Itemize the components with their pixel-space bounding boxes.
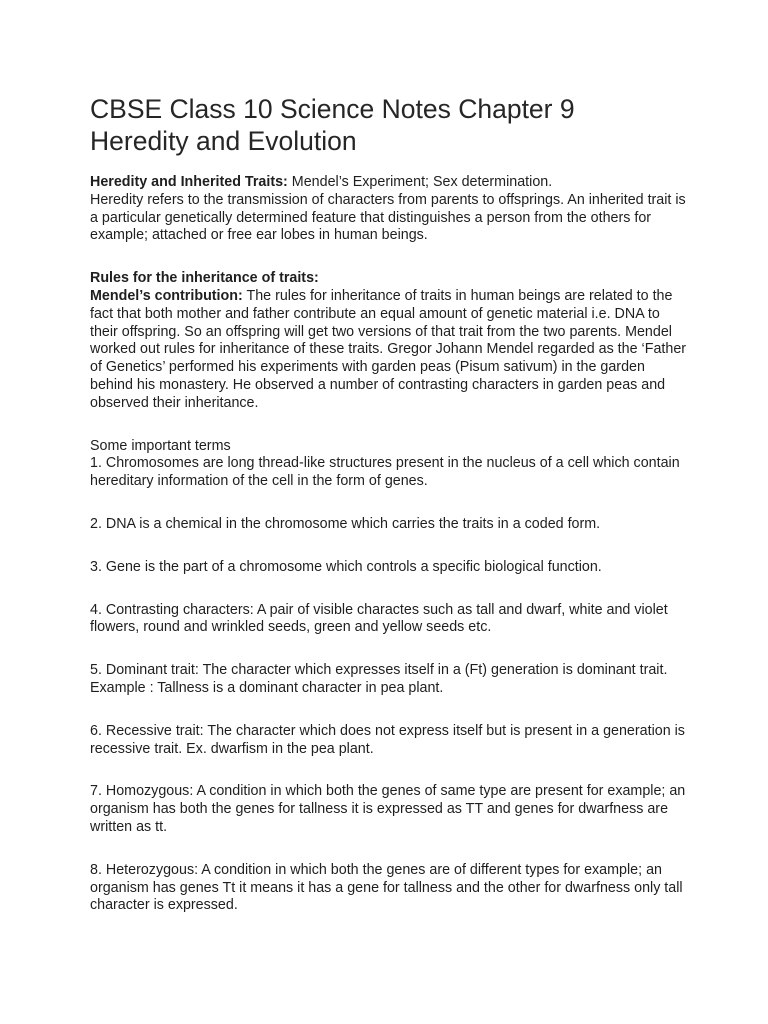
term-item-6: 6. Recessive trait: The character which does not express itself but is present in a generation is recessive trait. Ex. dwarfism in the pea plant.: [90, 722, 685, 757]
rules-heading: Rules for the inheritance of traits:: [90, 270, 319, 287]
term-item-1: 1. Chromosomes are long thread-like structures present in the nucleus of a cell which contain hereditary information of the cell in the form of genes.: [90, 455, 680, 490]
title-line-1: CBSE Class 10 Science Notes Chapter 9: [90, 94, 575, 124]
intro-body: Heredity refers to the transmission of characters from parents to offsprings. An inherited trait is a particular genetically determined feature that distinguishes a person from the others for example; attached or free ear lobes in human beings.: [90, 191, 686, 244]
page-title: [90, 0, 690, 157]
rules-paragraph: [90, 270, 690, 412]
term-item-3: 3. Gene is the part of a chromosome which controls a specific biological function.: [90, 558, 602, 575]
intro-heading-rest: Mendel’s Experiment; Sex determination.: [287, 174, 553, 190]
rules-body: The rules for inheritance of traits in human beings are related to the fact that both mother and father contribute an equal amount of genetic material i.e. DNA to their offspring. So an offspring will get two versions of that trait from the two parents. Mendel worked out rules for inheritance of these traits. Gregor Johann Mendel regarded as the ‘Father of Genetics’ performed his experiments with garden peas (Pisum sativum) in the garden behind his monastery. He observed a number of contrasting characters in garden peas and observed their inheritance.: [90, 287, 687, 411]
intro-paragraph: [90, 174, 690, 245]
term-item-8: 8. Heterozygous: A condition in which both the genes are of different types for example; an organism has genes Tt it means it has a gene for tallness and the other for dwarfness only tall character is expressed.: [90, 861, 683, 914]
mendel-contribution-heading: Mendel’s contribution:: [90, 287, 243, 304]
title-line-2: Heredity and Evolution: [90, 126, 357, 156]
intro-heading: Heredity and Inherited Traits:: [90, 174, 288, 190]
term-item-2: 2. DNA is a chemical in the chromosome which carries the traits in a coded form.: [90, 515, 601, 532]
term-item-5: 5. Dominant trait: The character which expresses itself in a (Ft) generation is dominant trait. Example : Tallness is a dominant character in pea plant.: [90, 662, 668, 696]
term-item-7: 7. Homozygous: A condition in which both the genes of same type are present for example; an organism has both the genes for tallness it is expressed as TT and genes for dwarfness are written as tt.: [90, 783, 686, 835]
term-item-4: 4. Contrasting characters: A pair of visible charactes such as tall and dwarf, white and violet flowers, round and wrinkled seeds, green and yellow seeds etc.: [90, 601, 668, 636]
document-page: [90, 0, 690, 915]
terms-heading: Some important terms: [90, 437, 231, 454]
